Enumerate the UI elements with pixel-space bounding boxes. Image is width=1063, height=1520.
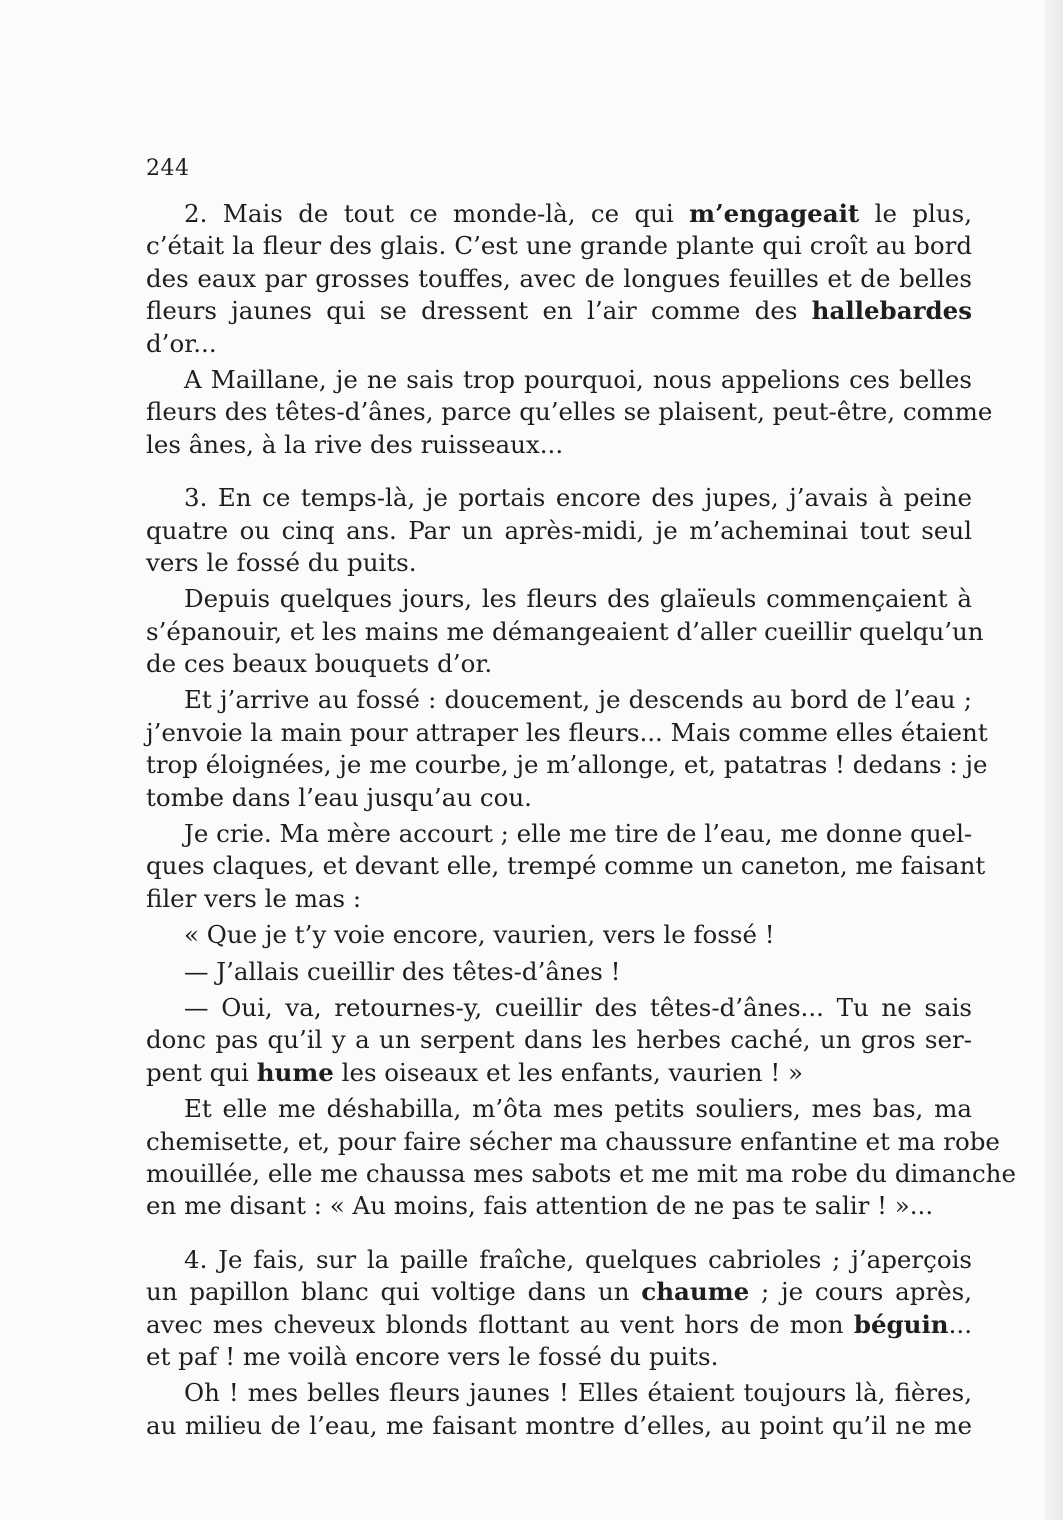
text-segment: donc pas qu’il y a un serpent dans les herbes caché, un gros ser- <box>146 1025 972 1055</box>
text-segment: des eaux par grosses touffes, avec de longues feuilles et de belles <box>146 263 972 293</box>
text-line <box>146 1410 972 1442</box>
section-s4 <box>146 1244 972 1442</box>
text-segment: ques claques, et devant elle, trempé comme un caneton, me faisant <box>146 851 986 881</box>
text-line <box>146 1024 972 1056</box>
text-line <box>146 749 988 781</box>
paragraph <box>146 1377 972 1442</box>
text-segment: et paf ! me voilà encore vers le fossé du puits. <box>146 1341 719 1371</box>
text-line <box>146 684 972 716</box>
text-segment: les oiseaux et les enfants, vaurien ! » <box>333 1057 803 1087</box>
paragraph <box>146 198 972 360</box>
text-segment: filer vers le mas : <box>146 883 362 913</box>
text-segment: A Maillane, je ne sais trop pourquoi, nous appelions ces belles <box>184 364 972 394</box>
text-line <box>146 429 972 461</box>
text-line <box>146 883 972 915</box>
text-line <box>146 1158 1016 1190</box>
bold-term: m’engageait <box>689 199 860 228</box>
text-segment: avec mes cheveux blonds flottant au vent hors de mon <box>146 1309 854 1339</box>
text-line <box>146 616 984 648</box>
text-segment: — J’allais cueillir des têtes-d’ânes ! <box>184 956 621 986</box>
paragraph <box>146 364 993 461</box>
text-line <box>146 396 993 428</box>
text-line <box>146 648 972 680</box>
text-line <box>146 919 972 951</box>
paragraph <box>146 992 972 1089</box>
text-segment: de ces beaux bouquets d’or. <box>146 649 493 679</box>
text-line <box>146 1341 972 1373</box>
text-line <box>146 583 972 615</box>
text-line <box>146 1276 972 1308</box>
text-line <box>146 482 972 514</box>
text-line <box>146 230 972 262</box>
page-edge <box>1045 0 1063 1520</box>
text-line <box>146 818 972 850</box>
book-text <box>146 198 1016 1442</box>
text-line <box>146 328 972 360</box>
text-segment: Et elle me déshabilla, m’ôta mes petits souliers, mes bas, ma <box>184 1094 972 1124</box>
bold-term: hume <box>256 1057 334 1087</box>
text-line <box>146 850 986 882</box>
text-line <box>146 1244 972 1276</box>
text-segment: chemisette, et, pour faire sécher ma chaussure enfantine et ma robe <box>146 1126 1000 1156</box>
text-segment: 2. Mais de tout ce monde-là, ce qui <box>184 199 690 228</box>
paragraph <box>146 818 986 915</box>
text-segment: les ânes, à la rive des ruisseaux... <box>146 429 564 459</box>
text-line <box>146 992 972 1024</box>
text-segment: — Oui, va, retournes-y, cueillir des têtes-d’ânes... Tu ne sais <box>184 992 972 1022</box>
text-segment: 3. En ce temps-là, je portais encore des jupes, j’avais à peine <box>184 483 972 513</box>
paragraph <box>146 919 972 951</box>
bold-term: béguin <box>853 1309 949 1339</box>
text-segment: le plus, <box>859 199 972 228</box>
text-segment: ... <box>948 1309 972 1339</box>
text-line <box>146 956 972 988</box>
text-segment: vers le fossé du puits. <box>146 547 417 577</box>
text-segment: au milieu de l’eau, me faisant montre d’elles, au point qu’il ne me <box>146 1410 972 1440</box>
text-segment: « Que je t’y voie encore, vaurien, vers le fossé ! <box>184 920 775 950</box>
text-line <box>146 364 972 396</box>
text-segment: trop éloignées, je me courbe, je m’allonge, et, patatras ! dedans : je <box>146 750 988 780</box>
text-segment: Oh ! mes belles fleurs jaunes ! Elles étaient toujours là, fières, <box>184 1378 972 1408</box>
section-s2 <box>146 198 993 461</box>
bold-term: hallebardes <box>811 296 972 326</box>
paragraph <box>146 1093 1016 1223</box>
text-segment: mouillée, elle me chaussa mes sabots et me mit ma robe du dimanche <box>146 1158 1016 1188</box>
text-segment: en me disant : « Au moins, fais attention de ne pas te salir ! »... <box>146 1191 934 1221</box>
text-line <box>146 1309 972 1341</box>
text-segment: s’épanouir, et les mains me démangeaient d’aller cueillir quelqu’un <box>146 616 984 646</box>
text-segment: Je crie. Ma mère accourt ; elle me tire de l’eau, me donne quel- <box>184 819 973 849</box>
text-line <box>146 198 972 230</box>
text-segment: ; je cours après, <box>749 1277 972 1307</box>
text-line <box>146 547 972 579</box>
paragraph <box>146 684 988 814</box>
bold-term: chaume <box>641 1277 750 1307</box>
text-line <box>146 1377 972 1409</box>
text-segment: Depuis quelques jours, les fleurs des glaïeuls commençaient à <box>184 584 972 614</box>
text-segment: c’était la fleur des glais. C’est une grande plante qui croît au bord <box>146 231 972 261</box>
text-segment: 4. Je fais, sur la paille fraîche, quelques cabrioles ; j’aperçois <box>184 1244 972 1274</box>
text-line <box>146 1057 972 1089</box>
text-segment: tombe dans l’eau jusqu’au cou. <box>146 782 532 812</box>
text-line <box>146 1190 972 1222</box>
paragraph <box>146 956 972 988</box>
paragraph <box>146 1244 972 1374</box>
text-line <box>146 1093 972 1125</box>
page-number: 244 <box>146 156 190 181</box>
text-segment: fleurs jaunes qui se dressent en l’air comme des <box>146 296 812 326</box>
text-segment: j’envoie la main pour attraper les fleurs... Mais comme elles étaient <box>146 717 988 747</box>
text-line <box>146 717 988 749</box>
section-s3 <box>146 482 1016 1223</box>
text-segment: pent qui <box>146 1057 257 1087</box>
paragraph <box>146 482 972 579</box>
text-segment: Et j’arrive au fossé : doucement, je descends au bord de l’eau ; <box>184 685 972 715</box>
text-segment: d’or... <box>146 328 217 358</box>
paragraph <box>146 583 984 680</box>
text-segment: un papillon blanc qui voltige dans un <box>146 1277 642 1307</box>
text-line <box>146 295 972 327</box>
text-line <box>146 515 972 547</box>
text-line <box>146 263 972 295</box>
text-segment: quatre ou cinq ans. Par un après-midi, je m’acheminai tout seul <box>146 515 972 545</box>
text-line <box>146 1126 1000 1158</box>
text-line <box>146 782 972 814</box>
text-segment: fleurs des têtes-d’ânes, parce qu’elles se plaisent, peut-être, comme <box>146 397 993 427</box>
